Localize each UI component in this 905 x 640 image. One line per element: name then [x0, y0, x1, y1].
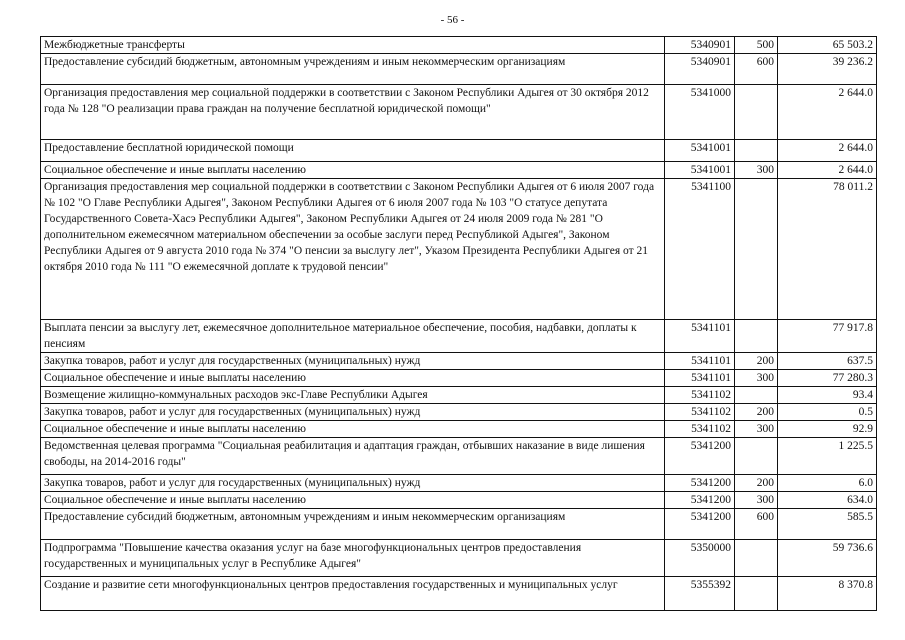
row-amount: 93.4: [778, 387, 877, 404]
table-row: [41, 540, 877, 577]
row-code: 5341102: [665, 387, 735, 404]
row-amount: 59 736.6: [778, 540, 877, 577]
table-row: [41, 509, 877, 540]
table-row: [41, 404, 877, 421]
row-code: 5341200: [665, 438, 735, 475]
row-amount: 0.5: [778, 404, 877, 421]
row-expense-type: [735, 179, 778, 320]
row-code: 5341200: [665, 475, 735, 492]
row-code: 5355392: [665, 577, 735, 611]
table-row: [41, 421, 877, 438]
row-code: 5341000: [665, 85, 735, 140]
table-row: [41, 387, 877, 404]
table-row: [41, 37, 877, 54]
row-name: Межбюджетные трансферты: [41, 37, 665, 54]
row-expense-type: 200: [735, 353, 778, 370]
row-amount: 2 644.0: [778, 162, 877, 179]
row-amount: 77 280.3: [778, 370, 877, 387]
row-code: 5341200: [665, 509, 735, 540]
row-name: Предоставление бесплатной юридической помощи: [41, 140, 665, 162]
row-name: Предоставление субсидий бюджетным, автономным учреждениям и иным некоммерческим организациям: [41, 54, 665, 85]
row-amount: 637.5: [778, 353, 877, 370]
row-name: Закупка товаров, работ и услуг для государственных (муниципальных) нужд: [41, 353, 665, 370]
row-code: 5341001: [665, 162, 735, 179]
row-code: 5341200: [665, 492, 735, 509]
row-name: Организация предоставления мер социальной поддержки в соответствии с Законом Республики Адыгея от 6 июля 2007 года № 102 "О Главе Республики Адыгея", Законом Республики Адыгея от 6 июля 2007 года № 103 "О статусе депутата Государственного Совета-Хасэ Республики Адыгея", Законом Республики Адыгея от 24 июля 2009 года № 281 "О дополнительном ежемесячном материальном обеспечении за особые заслуги перед Республикой Адыгея", Законом Республики Адыгея от 9 августа 2010 года № 374 "О пенсии за выслугу лет", Указом Президента Республики Адыгея от 21 октября 2010 года № 111 "О ежемесячной доплате к трудовой пенсии": [41, 179, 665, 320]
row-name: Создание и развитие сети многофункциональных центров предоставления государственных и муниципальных услуг: [41, 577, 665, 611]
row-expense-type: 600: [735, 54, 778, 85]
row-amount: 77 917.8: [778, 320, 877, 353]
row-amount: 585.5: [778, 509, 877, 540]
row-expense-type: 300: [735, 492, 778, 509]
row-code: 5341101: [665, 320, 735, 353]
row-expense-type: 300: [735, 162, 778, 179]
row-expense-type: [735, 387, 778, 404]
row-code: 5341001: [665, 140, 735, 162]
table-row: [41, 370, 877, 387]
row-code: 5341100: [665, 179, 735, 320]
row-amount: 2 644.0: [778, 85, 877, 140]
row-code: 5341102: [665, 421, 735, 438]
table-row: [41, 353, 877, 370]
row-code: 5341102: [665, 404, 735, 421]
row-name: Социальное обеспечение и иные выплаты населению: [41, 162, 665, 179]
table-row: [41, 54, 877, 85]
row-name: Возмещение жилищно-коммунальных расходов экс-Главе Республики Адыгея: [41, 387, 665, 404]
row-name: Социальное обеспечение и иные выплаты населению: [41, 421, 665, 438]
row-name: Закупка товаров, работ и услуг для государственных (муниципальных) нужд: [41, 475, 665, 492]
table-row: [41, 140, 877, 162]
page-number: - 56 -: [440, 14, 465, 26]
row-name: Социальное обеспечение и иные выплаты населению: [41, 492, 665, 509]
row-name: Организация предоставления мер социальной поддержки в соответствии с Законом Республики Адыгея от 30 октября 2012 года № 128 "О реализации права граждан на получение бесплатной юридической помощи": [41, 85, 665, 140]
row-name: Подпрограмма "Повышение качества оказания услуг на базе многофункциональных центров предоставления государственных и муниципальных услуг в Республике Адыгея": [41, 540, 665, 577]
row-code: 5341101: [665, 353, 735, 370]
table-row: [41, 438, 877, 475]
table-row: [41, 475, 877, 492]
budget-table-body: [41, 37, 877, 611]
row-expense-type: [735, 577, 778, 611]
row-expense-type: 300: [735, 370, 778, 387]
row-amount: 39 236.2: [778, 54, 877, 85]
row-expense-type: 600: [735, 509, 778, 540]
budget-table: [40, 36, 877, 611]
row-name: Ведомственная целевая программа "Социальная реабилитация и адаптация граждан, отбывших наказание в виде лишения свободы, на 2014-2016 годы": [41, 438, 665, 475]
row-amount: 65 503.2: [778, 37, 877, 54]
row-expense-type: [735, 140, 778, 162]
row-expense-type: [735, 540, 778, 577]
row-amount: 2 644.0: [778, 140, 877, 162]
row-name: Социальное обеспечение и иные выплаты населению: [41, 370, 665, 387]
table-row: [41, 162, 877, 179]
row-code: 5341101: [665, 370, 735, 387]
row-expense-type: 300: [735, 421, 778, 438]
row-name: Выплата пенсии за выслугу лет, ежемесячное дополнительное материальное обеспечение, пособия, надбавки, доплаты к пенсиям: [41, 320, 665, 353]
table-row: [41, 85, 877, 140]
row-expense-type: 500: [735, 37, 778, 54]
row-name: Закупка товаров, работ и услуг для государственных (муниципальных) нужд: [41, 404, 665, 421]
row-amount: 78 011.2: [778, 179, 877, 320]
table-row: [41, 179, 877, 320]
row-code: 5340901: [665, 54, 735, 85]
row-amount: 8 370.8: [778, 577, 877, 611]
row-expense-type: [735, 320, 778, 353]
row-expense-type: 200: [735, 404, 778, 421]
row-amount: 6.0: [778, 475, 877, 492]
table-row: [41, 577, 877, 611]
row-expense-type: 200: [735, 475, 778, 492]
table-row: [41, 492, 877, 509]
row-expense-type: [735, 438, 778, 475]
row-amount: 92.9: [778, 421, 877, 438]
row-expense-type: [735, 85, 778, 140]
row-code: 5340901: [665, 37, 735, 54]
row-amount: 1 225.5: [778, 438, 877, 475]
row-code: 5350000: [665, 540, 735, 577]
row-name: Предоставление субсидий бюджетным, автономным учреждениям и иным некоммерческим организациям: [41, 509, 665, 540]
row-amount: 634.0: [778, 492, 877, 509]
table-row: [41, 320, 877, 353]
